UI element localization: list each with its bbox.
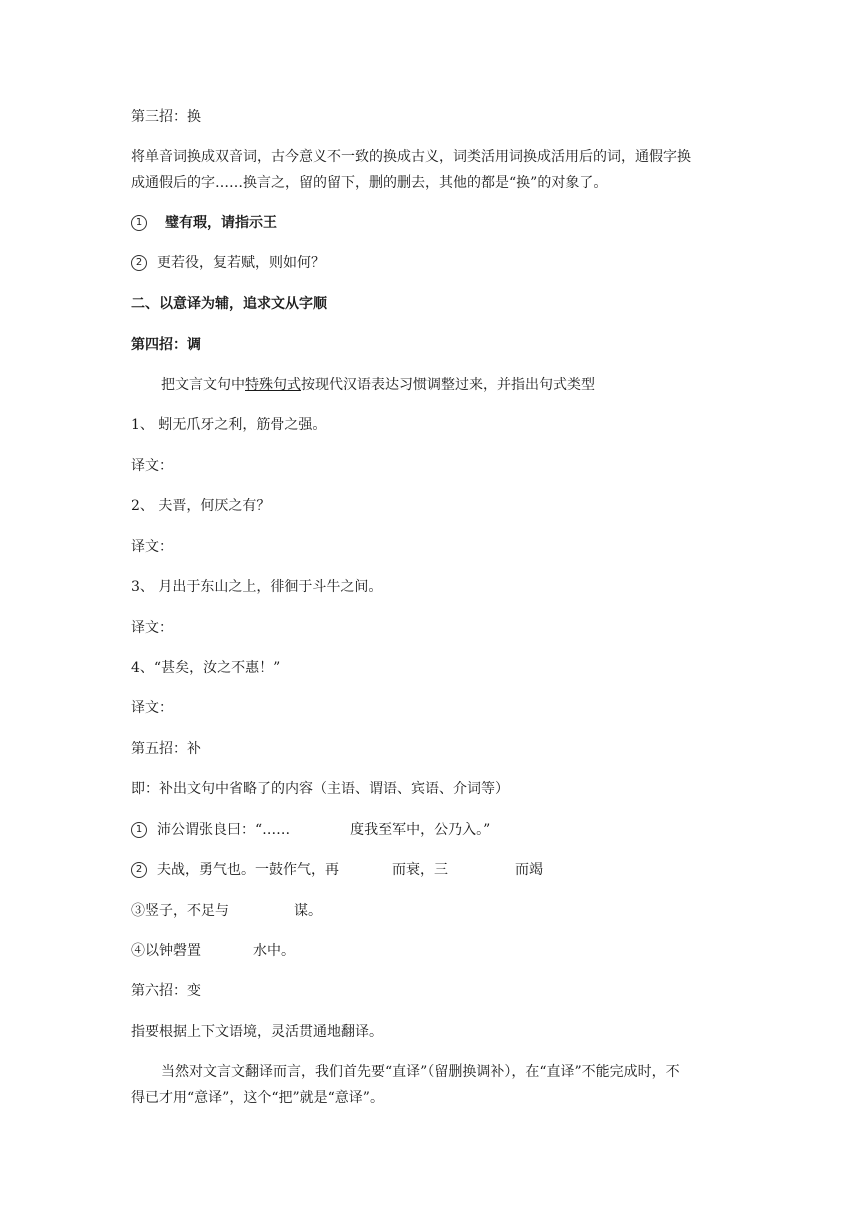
section3-heading: 第三招：换 <box>131 109 201 125</box>
section4-intro-post: 按现代汉语表达习惯调整过来，并指出句式类型 <box>301 377 595 393</box>
circled-number-1: 1 <box>131 822 147 838</box>
section4-question-4: 4、“甚矣，汝之不惠！” <box>131 660 281 676</box>
part2-heading: 二、以意译为辅，追求文从字顺 <box>131 296 327 312</box>
section4-question-2: 2、 夫晋，何厌之有？ <box>131 498 271 514</box>
section5-item2-part-b: 而衰，三 <box>392 862 448 878</box>
section4-answer-1: 译文： <box>131 458 173 474</box>
section4-answer-3: 译文： <box>131 620 173 636</box>
section4-answer-4: 译文： <box>131 700 173 716</box>
section4-intro-pre: 把文言文句中 <box>161 377 245 393</box>
section5-item3-part-b: 谋。 <box>294 903 322 919</box>
section5-item2 <box>131 860 543 880</box>
section5-item1-part-a: 沛公谓张良曰：“…… <box>157 822 291 838</box>
section5-item4 <box>131 941 295 961</box>
section5-item1-part-b: 度我至军中，公乃入。” <box>350 822 491 838</box>
section5-item2-part-a: 夫战，勇气也。一鼓作气，再 <box>157 862 339 878</box>
section3-item2-text: 更若役，复若赋，则如何？ <box>157 255 325 271</box>
section6-desc: 指要根据上下文语境，灵活贯通地翻译。 <box>131 1024 383 1040</box>
section6-heading: 第六招：变 <box>131 983 201 999</box>
section6-para-line2: 得已才用“意译”，这个“把”就是“意译”。 <box>131 1090 384 1106</box>
section3-item1-text: 璧有瑕，请指示王 <box>165 215 277 231</box>
section6-para-line1: 当然对文言文翻译而言，我们首先要“直译”（留删换调补），在“直译”不能完成时，不 <box>161 1064 680 1080</box>
section5-item4-part-a: ④以钟磬置 <box>131 943 201 959</box>
section4-heading: 第四招：调 <box>131 337 201 353</box>
section5-item4-part-b: 水中。 <box>253 943 295 959</box>
section3-item2 <box>131 253 325 273</box>
section3-item1 <box>131 213 277 233</box>
circled-number-2: 2 <box>131 255 147 271</box>
section4-question-3: 3、 月出于东山之上，徘徊于斗牛之间。 <box>131 579 383 595</box>
section5-desc: 即：补出文句中省略了的内容（主语、谓语、宾语、介词等） <box>131 781 509 797</box>
section5-item2-part-c: 而竭 <box>515 862 543 878</box>
section5-item3-part-a: ③竖子，不足与 <box>131 903 229 919</box>
section3-desc-line1: 将单音词换成双音词，古今意义不一致的换成古义，词类活用词换成活用后的词，通假字换 <box>131 149 691 165</box>
section4-intro <box>161 375 595 395</box>
section5-item1 <box>131 820 490 840</box>
section3-desc-line2: 成通假后的字……换言之，留的留下，删的删去，其他的都是“换”的对象了。 <box>131 175 608 191</box>
section4-question-1: 1、 蚓无爪牙之利，筋骨之强。 <box>131 417 327 433</box>
section4-intro-underlined: 特殊句式 <box>245 377 301 393</box>
section5-item3 <box>131 901 322 921</box>
section5-heading: 第五招：补 <box>131 741 201 757</box>
section4-answer-2: 译文： <box>131 539 173 555</box>
circled-number-1: 1 <box>131 215 147 231</box>
circled-number-2: 2 <box>131 862 147 878</box>
